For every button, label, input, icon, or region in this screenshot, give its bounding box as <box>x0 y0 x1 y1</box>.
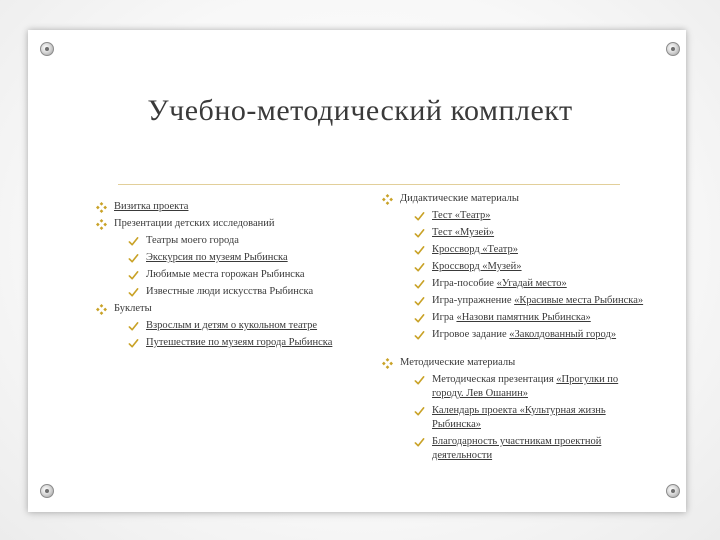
checkmark-icon <box>414 313 425 324</box>
list-item-link[interactable]: «Заколдованный город» <box>509 329 617 340</box>
list-item-text[interactable] <box>432 373 648 401</box>
list-item-label: Игра <box>432 312 457 323</box>
list-item <box>412 435 648 463</box>
list-item <box>94 200 344 214</box>
pin-icon <box>40 484 54 498</box>
checkmark-bullet <box>412 311 426 325</box>
list-item <box>126 285 344 299</box>
diamond-bullet-icon <box>382 194 393 205</box>
pin-icon <box>666 484 680 498</box>
diamond-bullet <box>94 217 108 231</box>
list-item-link[interactable]: «Назови памятник Рыбинска» <box>456 312 591 323</box>
list-item <box>94 302 344 316</box>
list-item <box>412 277 648 291</box>
list-item-label: Известные люди искусства Рыбинска <box>146 286 314 297</box>
list-item <box>412 260 648 274</box>
checkmark-bullet <box>412 373 426 387</box>
list-item-link[interactable]: Кроссворд «Театр» <box>432 244 518 255</box>
checkmark-icon <box>414 437 425 448</box>
checkmark-bullet <box>412 435 426 449</box>
list-item-label: Методические материалы <box>400 357 516 368</box>
diamond-bullet-icon <box>96 219 107 230</box>
list-item-link[interactable]: Тест «Театр» <box>432 210 491 221</box>
checkmark-bullet <box>126 319 140 333</box>
list-item-label: Игра-упражнение <box>432 295 515 306</box>
list-item <box>412 294 648 308</box>
list-item <box>126 336 344 350</box>
checkmark-icon <box>414 211 425 222</box>
checkmark-icon <box>414 406 425 417</box>
right-column-list <box>380 192 648 466</box>
checkmark-icon <box>414 296 425 307</box>
checkmark-bullet <box>412 277 426 291</box>
list-item-link[interactable]: Взрослым и детям о кукольном театре <box>146 320 318 331</box>
checkmark-icon <box>128 321 139 332</box>
checkmark-icon <box>414 375 425 386</box>
checkmark-bullet <box>126 336 140 350</box>
checkmark-bullet <box>412 328 426 342</box>
left-column-list <box>94 200 344 353</box>
list-item <box>412 404 648 432</box>
list-item <box>126 251 344 265</box>
diamond-bullet <box>94 302 108 316</box>
checkmark-bullet <box>412 294 426 308</box>
checkmark-bullet <box>412 404 426 418</box>
checkmark-icon <box>128 287 139 298</box>
checkmark-icon <box>414 330 425 341</box>
list-item-link[interactable]: Календарь проекта «Культурная жизнь Рыбинска» <box>432 405 606 430</box>
list-item-link[interactable]: Путешествие по музеям города Рыбинска <box>146 337 333 348</box>
list-item-label: Дидактические материалы <box>400 193 519 204</box>
checkmark-bullet <box>126 234 140 248</box>
list-item-link[interactable]: «Прогулки по городу. Лев Ошанин» <box>432 374 619 399</box>
list-item <box>380 192 648 206</box>
list-item <box>412 328 648 342</box>
checkmark-bullet <box>412 226 426 240</box>
page-title: Учебно-методический комплект <box>147 94 573 127</box>
list-item <box>412 311 648 325</box>
list-item-text[interactable] <box>432 311 648 325</box>
checkmark-icon <box>414 228 425 239</box>
pin-icon <box>40 42 54 56</box>
checkmark-bullet <box>126 285 140 299</box>
list-item-label: Театры моего города <box>146 235 239 246</box>
list-item-link[interactable]: «Угадай место» <box>496 278 567 289</box>
list-item <box>412 373 648 401</box>
list-item <box>94 217 344 231</box>
list-item-link[interactable]: Тест «Музей» <box>432 227 495 238</box>
list-item-label: Любимые места горожан Рыбинска <box>146 269 305 280</box>
list-item-link[interactable]: Благодарность участникам проектной деятельности <box>432 436 602 461</box>
list-item-link[interactable]: Кроссворд «Музей» <box>432 261 522 272</box>
list-item-label: Игровое задание <box>432 329 510 340</box>
diamond-bullet-icon <box>96 304 107 315</box>
checkmark-bullet <box>412 243 426 257</box>
list-item-label: Презентации детских исследований <box>114 218 275 229</box>
list-item-text[interactable] <box>432 294 648 308</box>
list-item <box>412 209 648 223</box>
diamond-bullet <box>94 200 108 214</box>
checkmark-icon <box>128 253 139 264</box>
checkmark-icon <box>128 338 139 349</box>
list-item-link[interactable]: Экскурсия по музеям Рыбинска <box>146 252 288 263</box>
checkmark-icon <box>414 245 425 256</box>
diamond-bullet <box>380 192 394 206</box>
list-item-link[interactable]: Визитка проекта <box>114 201 189 212</box>
checkmark-bullet <box>412 209 426 223</box>
checkmark-bullet <box>126 268 140 282</box>
list-item-label: Методическая презентация <box>432 374 557 385</box>
title-divider <box>118 184 620 185</box>
diamond-bullet-icon <box>382 358 393 369</box>
diamond-bullet-icon <box>96 202 107 213</box>
checkmark-bullet <box>126 251 140 265</box>
list-item <box>412 243 648 257</box>
list-item <box>380 356 648 370</box>
diamond-bullet <box>380 356 394 370</box>
list-item <box>126 234 344 248</box>
checkmark-icon <box>128 270 139 281</box>
list-item <box>412 226 648 240</box>
checkmark-icon <box>128 236 139 247</box>
checkmark-icon <box>414 279 425 290</box>
checkmark-bullet <box>412 260 426 274</box>
list-item-text[interactable] <box>432 277 648 291</box>
list-item <box>126 319 344 333</box>
list-item-text[interactable] <box>432 328 648 342</box>
list-item-label: Буклеты <box>114 303 152 314</box>
pin-icon <box>666 42 680 56</box>
list-item-label: Игра-пособие <box>432 278 497 289</box>
list-item-link[interactable]: «Красивые места Рыбинска» <box>514 295 644 306</box>
checkmark-icon <box>414 262 425 273</box>
list-item <box>126 268 344 282</box>
